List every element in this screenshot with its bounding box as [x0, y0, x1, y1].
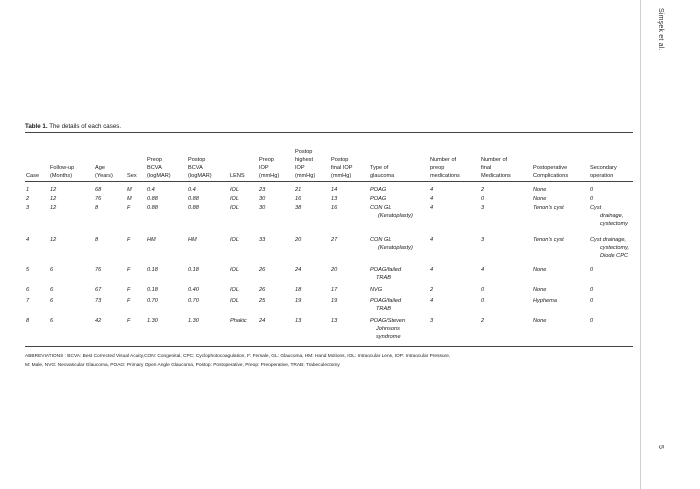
table-cell-preop-meds: 2 — [430, 287, 434, 293]
column-header-line: BCVA — [188, 165, 203, 171]
column-header-line: Secondary — [590, 165, 617, 171]
table-cell-preop-iop: 26 — [259, 267, 266, 273]
column-header-line: Postop — [331, 157, 349, 163]
table-cell-case: 5 — [26, 267, 30, 273]
table-cell-secondary: 0 — [590, 287, 594, 293]
table-cell-preop-iop: 24 — [259, 318, 266, 324]
running-head: Simşek et al. — [657, 8, 664, 51]
table-cell-lens: IOL — [230, 205, 240, 211]
table-cell-preop-iop: 30 — [259, 196, 266, 202]
table-cell-secondary: 0 — [590, 187, 594, 193]
column-header — [127, 136, 137, 180]
column-header-line: Medications — [481, 173, 511, 179]
table-cell-postop-high-iop: 18 — [295, 287, 302, 293]
table-cell-glaucoma: POAG/failed — [370, 298, 402, 304]
table-cell-glaucoma: TRAB — [376, 275, 391, 281]
table-cell-preop-bcva: 0.70 — [147, 298, 158, 304]
column-header-line: preop — [430, 165, 445, 171]
table-cell-final-meds: 0 — [481, 287, 485, 293]
table-cell-preop-iop: 33 — [259, 237, 266, 243]
column-header-line: (logMAR) — [188, 173, 212, 179]
table-bottom-rule — [25, 346, 633, 347]
table-cell-postop-final-iop: 16 — [331, 205, 338, 211]
column-header — [95, 136, 113, 180]
column-header-line: highest — [295, 157, 314, 163]
column-header-line: (Months) — [50, 173, 73, 179]
table-cell-age: 73 — [95, 298, 102, 304]
table-cell-postop-final-iop: 27 — [331, 237, 338, 243]
table-cell-lens: IOL — [230, 187, 240, 193]
table-cell-lens: IOL — [230, 196, 240, 202]
table-cell-sex: M — [127, 196, 132, 202]
table-cell-final-meds: 4 — [481, 267, 485, 273]
table-cell-preop-bcva: 0.18 — [147, 267, 158, 273]
table-cell-complications: None — [533, 267, 547, 273]
table-cell-complications: None — [533, 187, 547, 193]
column-header-line: IOP — [295, 165, 305, 171]
column-header-line: LENS — [230, 173, 245, 179]
table-cell-final-meds: 2 — [481, 318, 485, 324]
page-number: 5 — [657, 445, 664, 449]
table-cell-preop-bcva: 0.18 — [147, 287, 158, 293]
column-header — [331, 136, 352, 180]
table-cell-age: 8 — [95, 237, 99, 243]
column-header-line: Preop — [259, 157, 274, 163]
table-cell-age: 76 — [95, 196, 102, 202]
column-header-line: final — [481, 165, 492, 171]
column-header-line: (logMAR) — [147, 173, 171, 179]
table-cell-preop-meds: 4 — [430, 187, 434, 193]
table-cell-secondary: 0 — [590, 318, 594, 324]
table-cell-preop-iop: 26 — [259, 287, 266, 293]
table-cell-case: 7 — [26, 298, 30, 304]
table-cell-glaucoma: (Keratoplasty) — [378, 245, 413, 251]
table-cell-case: 8 — [26, 318, 30, 324]
table-cell-postop-bcva: 0.70 — [188, 298, 199, 304]
table-cell-postop-final-iop: 20 — [331, 267, 338, 273]
table-cell-followup: 6 — [50, 267, 54, 273]
column-header — [188, 136, 212, 180]
table-cell-sex: M — [127, 187, 132, 193]
table-cell-complications: None — [533, 318, 547, 324]
column-header-line: Postop — [188, 157, 206, 163]
table-cell-preop-meds: 4 — [430, 237, 434, 243]
column-header-line: Case — [26, 173, 40, 179]
table-label: Table 1. — [25, 123, 48, 130]
table-cell-postop-bcva: 0.40 — [188, 287, 199, 293]
column-header-line: Complications — [533, 173, 569, 179]
table-top-rule — [25, 132, 633, 133]
table-cell-postop-final-iop: 13 — [331, 196, 338, 202]
column-header-line: operation — [590, 173, 614, 179]
table-cell-secondary: Cyst — [590, 205, 602, 211]
table-cell-lens: IOL — [230, 287, 240, 293]
column-header-line: glaucoma — [370, 173, 395, 179]
column-header — [50, 136, 74, 180]
table-cell-postop-bcva: 0.4 — [188, 187, 196, 193]
table-cell-sex: F — [127, 205, 131, 211]
column-header-line: (mmHg) — [259, 173, 280, 179]
column-header — [430, 136, 460, 180]
table-cell-secondary: drainage, — [600, 213, 624, 219]
table-cell-postop-high-iop: 21 — [295, 187, 302, 193]
abbreviations-line: ABBREVIATIONS : BCVA: Best Corrected Visual Acuity,CON: Congenital, CPC: Cyclophotocoagulation, F: Female, GL: Glaucoma, HM: Hand Motions, IOL: Intraocular Lens, IOP: Intraocular Pressure, — [25, 354, 451, 359]
table-cell-complications: None — [533, 287, 547, 293]
table-cell-postop-final-iop: 13 — [331, 318, 338, 324]
table-cell-lens: IOL — [230, 298, 240, 304]
table-cell-preop-iop: 30 — [259, 205, 266, 211]
table-cell-sex: F — [127, 298, 131, 304]
table-cell-postop-final-iop: 14 — [331, 187, 338, 193]
table-header-rule — [25, 181, 633, 182]
table-cell-followup: 6 — [50, 318, 54, 324]
table-cell-complications: Hyphema — [533, 298, 557, 304]
table-cell-complications: Tenon's cyst — [533, 205, 564, 211]
table-cell-preop-meds: 4 — [430, 298, 434, 304]
table-cell-lens: IOL — [230, 267, 240, 273]
table-cell-case: 1 — [26, 187, 30, 193]
table-cell-glaucoma: CON GL — [370, 205, 392, 211]
abbreviations-line: M: Male, NVG: Neovascular Glaucoma, POAG: Primary Open Angle Glaucoma, Postop: Postoperative, Preop: Preoperative, TRAB: Trabeculectomy — [25, 362, 340, 368]
table-cell-postop-bcva: 1.30 — [188, 318, 199, 324]
abbreviations-note — [25, 353, 630, 370]
table-cell-secondary: Diode CPC — [600, 253, 628, 259]
table-cell-sex: F — [127, 267, 131, 273]
table-cell-preop-iop: 25 — [259, 298, 266, 304]
table-cell-preop-bcva: HM — [147, 237, 156, 243]
column-header-line: medications — [430, 173, 460, 179]
table-cell-age: 42 — [95, 318, 102, 324]
table-cell-glaucoma: POAG/failed — [370, 267, 402, 273]
column-header-line: Follow-up — [50, 165, 75, 171]
table-cell-postop-high-iop: 20 — [295, 237, 302, 243]
table-cell-secondary: Cyst drainage, — [590, 237, 627, 243]
table-cell-followup: 6 — [50, 298, 54, 304]
table-cell-preop-meds: 4 — [430, 267, 434, 273]
table-cell-case: 4 — [26, 237, 30, 243]
table-cell-postop-bcva: 0.88 — [188, 205, 199, 211]
table-cell-sex: F — [127, 318, 131, 324]
table-cell-postop-final-iop: 19 — [331, 298, 338, 304]
table-cell-preop-meds: 3 — [430, 318, 434, 324]
table-cell-lens: IOL — [230, 237, 240, 243]
table-cell-preop-bcva: 0.88 — [147, 205, 158, 211]
table-cell-final-meds: 0 — [481, 298, 485, 304]
column-header-line: Postop — [295, 149, 313, 155]
table-cell-case: 3 — [26, 205, 30, 211]
column-header-line: Number of — [430, 157, 457, 163]
column-header — [26, 136, 39, 180]
column-header-line: Number of — [481, 157, 508, 163]
table-cell-postop-high-iop: 16 — [295, 196, 302, 202]
table-cell-age: 68 — [95, 187, 102, 193]
column-header — [147, 136, 171, 180]
column-header-line: BCVA — [147, 165, 162, 171]
column-header-line: Postoperative — [533, 165, 568, 171]
table-cell-final-meds: 3 — [481, 205, 485, 211]
table-cell-sex: F — [127, 287, 131, 293]
column-header — [295, 136, 315, 180]
column-header-line: Sex — [127, 173, 137, 179]
column-header-line: Age — [95, 165, 105, 171]
table-cell-lens: Phakic — [230, 318, 247, 324]
table-cell-secondary: 0 — [590, 267, 594, 273]
column-header — [590, 136, 617, 180]
table-cell-preop-meds: 4 — [430, 205, 434, 211]
table-cell-followup: 12 — [50, 237, 57, 243]
table-cell-glaucoma: POAG — [370, 187, 387, 193]
table-cell-age: 67 — [95, 287, 102, 293]
column-header-line: (Years) — [95, 173, 113, 179]
table-cell-secondary: cystectomy — [600, 221, 628, 227]
table-cell-preop-bcva: 1.30 — [147, 318, 158, 324]
table-cell-postop-bcva: 0.88 — [188, 196, 199, 202]
table-cell-final-meds: 3 — [481, 237, 485, 243]
column-header — [230, 136, 245, 180]
table-cell-glaucoma: CON GL — [370, 237, 392, 243]
table-cell-postop-bcva: 0.18 — [188, 267, 199, 273]
table-cell-preop-iop: 23 — [259, 187, 266, 193]
table-cell-sex: F — [127, 237, 131, 243]
table-cell-postop-high-iop: 13 — [295, 318, 302, 324]
column-header-line: final IOP — [331, 165, 353, 171]
table-cell-followup: 6 — [50, 287, 54, 293]
table-cell-age: 76 — [95, 267, 102, 273]
table-cell-glaucoma: POAG/Steven — [370, 318, 406, 324]
table-cell-followup: 12 — [50, 205, 57, 211]
table-cell-preop-bcva: 0.88 — [147, 196, 158, 202]
table-cell-followup: 12 — [50, 187, 57, 193]
table-cell-final-meds: 0 — [481, 196, 485, 202]
column-header-line: IOP — [259, 165, 269, 171]
table-cell-postop-bcva: HM — [188, 237, 197, 243]
margin-rule — [640, 0, 641, 489]
table-cell-postop-high-iop: 38 — [295, 205, 302, 211]
table-cell-glaucoma: (Keratoplasty) — [378, 213, 413, 219]
table-cell-glaucoma: POAG — [370, 196, 387, 202]
table-cell-postop-high-iop: 19 — [295, 298, 302, 304]
table-cell-age: 8 — [95, 205, 99, 211]
table-cell-complications: Tenon's cyst — [533, 237, 564, 243]
table-cell-preop-meds: 4 — [430, 196, 434, 202]
column-header-line: (mmHg) — [331, 173, 352, 179]
table-cell-preop-bcva: 0.4 — [147, 187, 155, 193]
table-cell-glaucoma: syndrome — [376, 334, 401, 340]
table-cell-case: 2 — [26, 196, 30, 202]
table-cell-postop-high-iop: 24 — [295, 267, 302, 273]
table-cell-final-meds: 2 — [481, 187, 485, 193]
table-cell-complications: None — [533, 196, 547, 202]
column-header — [259, 136, 279, 180]
table-cell-secondary: 0 — [590, 196, 594, 202]
table-cell-glaucoma: Johnsons — [376, 326, 400, 332]
column-header — [533, 136, 568, 180]
column-header — [370, 136, 394, 180]
table-caption: The details of each cases. — [49, 123, 122, 130]
table-cell-postop-final-iop: 17 — [331, 287, 338, 293]
table-cell-followup: 12 — [50, 196, 57, 202]
table-title — [25, 123, 121, 130]
column-header — [481, 136, 511, 180]
column-header-line: Type of — [370, 165, 389, 171]
table-cell-secondary: 0 — [590, 298, 594, 304]
column-header-line: Preop — [147, 157, 162, 163]
column-header-line: (mmHg) — [295, 173, 316, 179]
table-cell-glaucoma: TRAB — [376, 306, 391, 312]
table-cell-glaucoma: NVG — [370, 287, 383, 293]
table-cell-secondary: cystectomy, — [600, 245, 630, 251]
table-cell-case: 6 — [26, 287, 30, 293]
